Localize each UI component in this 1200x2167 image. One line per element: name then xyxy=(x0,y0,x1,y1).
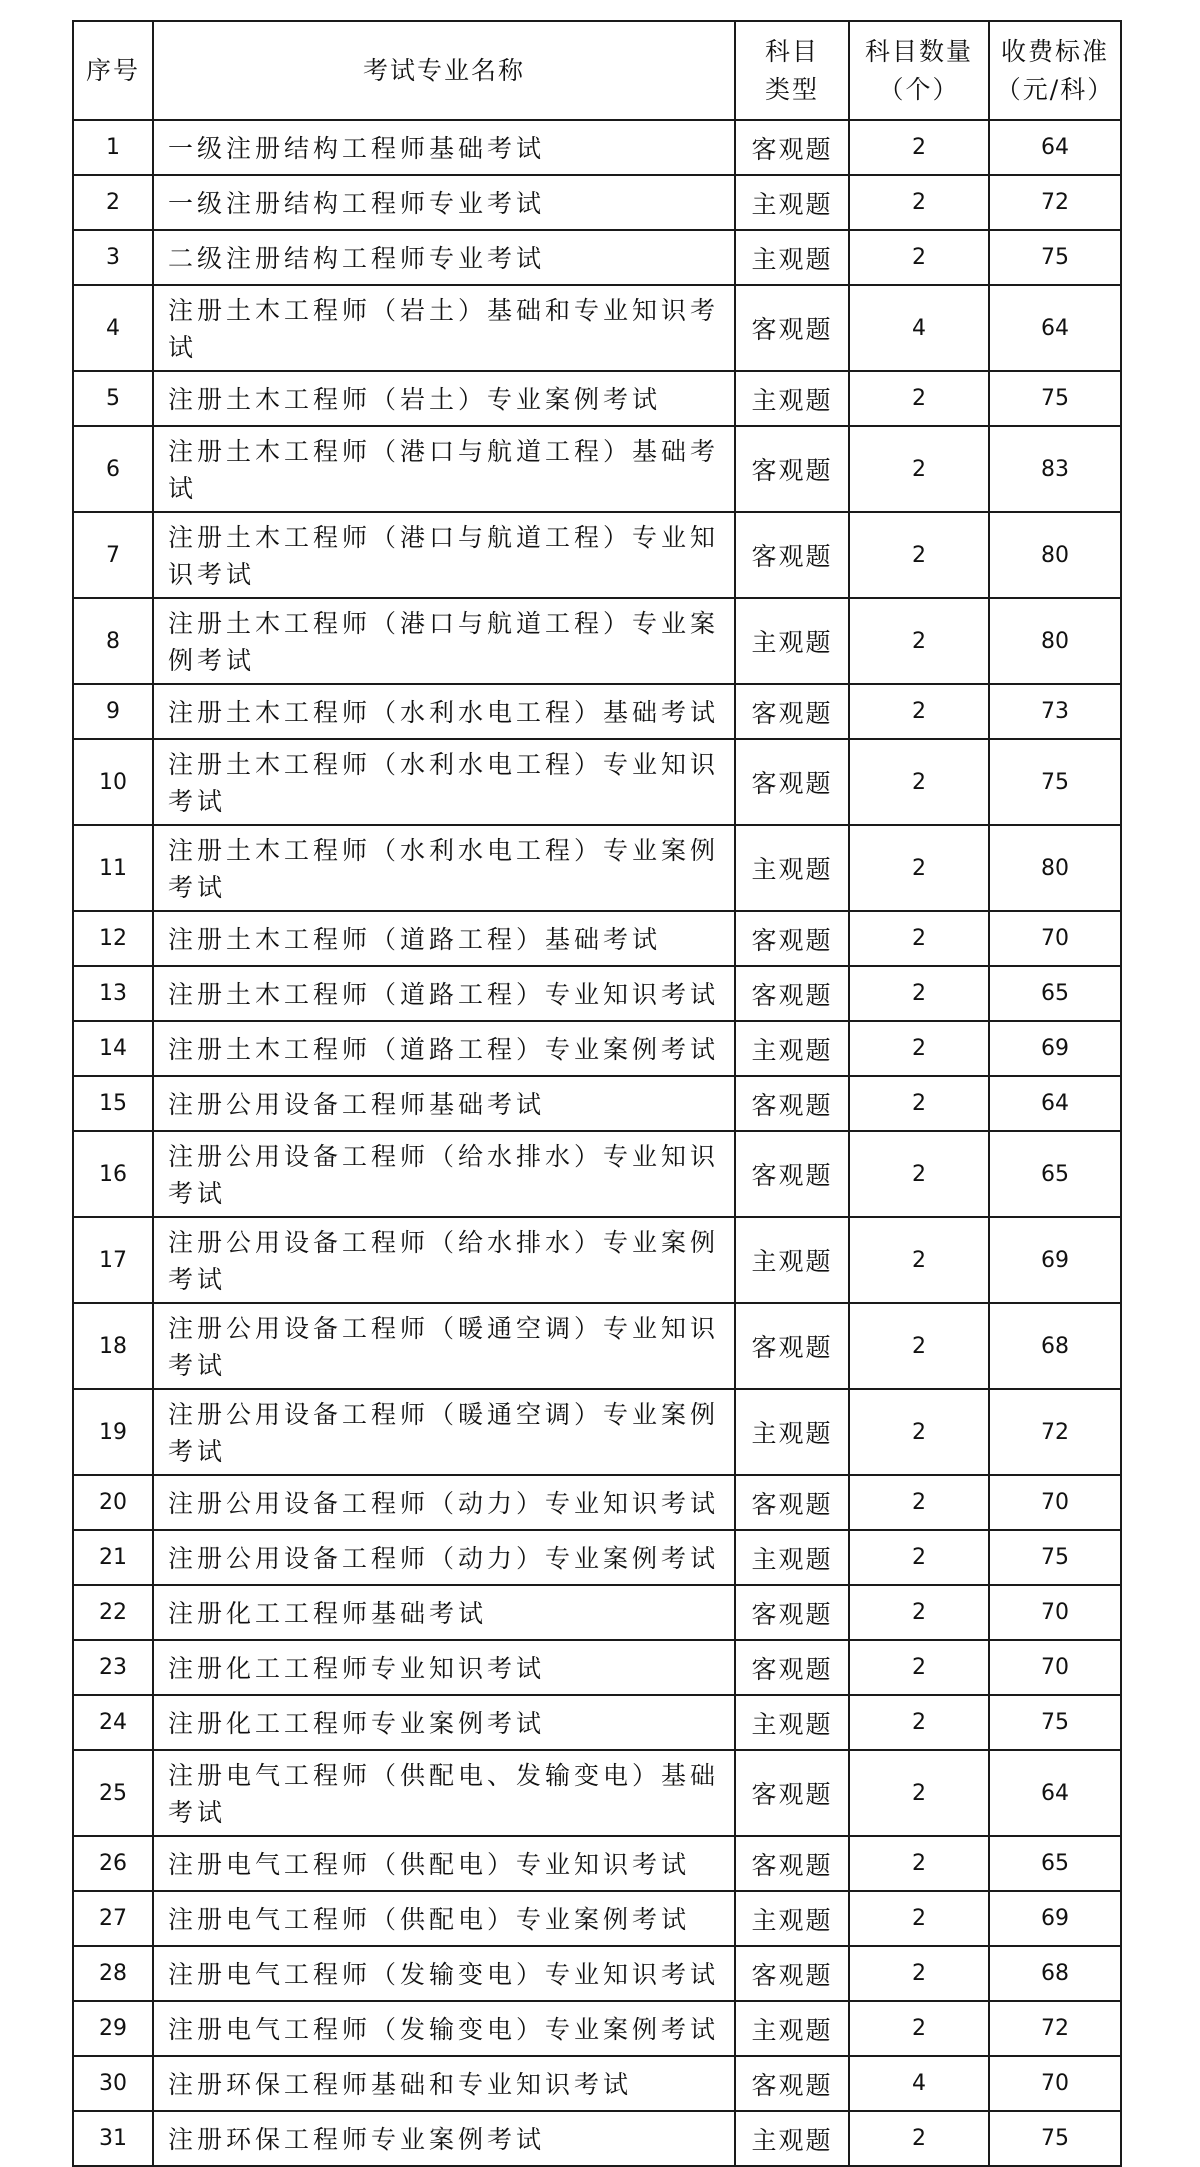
exam-name-cell: 注册公用设备工程师（给水排水）专业案例考试 xyxy=(153,1217,735,1303)
header-fee-standard-line1: 收费标准 xyxy=(1000,36,1109,66)
row-index-cell: 8 xyxy=(73,598,153,684)
row-index-cell: 3 xyxy=(73,230,153,285)
subject-count-cell: 2 xyxy=(849,1750,989,1836)
row-index-cell: 19 xyxy=(73,1389,153,1475)
exam-name-cell: 注册土木工程师（水利水电工程）专业案例考试 xyxy=(153,825,735,911)
exam-name-cell: 二级注册结构工程师专业考试 xyxy=(153,230,735,285)
subject-type-cell: 客观题 xyxy=(735,966,849,1021)
exam-name-cell: 注册环保工程师专业案例考试 xyxy=(153,2111,735,2166)
row-index-cell: 25 xyxy=(73,1750,153,1836)
table-header xyxy=(73,21,1121,120)
exam-name-cell: 注册土木工程师（港口与航道工程）专业知识考试 xyxy=(153,512,735,598)
row-index-cell: 17 xyxy=(73,1217,153,1303)
subject-count-cell: 2 xyxy=(849,1217,989,1303)
row-index-cell: 1 xyxy=(73,120,153,175)
subject-count-cell: 2 xyxy=(849,1836,989,1891)
subject-type-cell: 客观题 xyxy=(735,739,849,825)
fee-cell: 80 xyxy=(989,512,1121,598)
row-index-cell: 4 xyxy=(73,285,153,371)
row-index-cell: 2 xyxy=(73,175,153,230)
header-exam-name: 考试专业名称 xyxy=(153,21,735,120)
row-index-cell: 28 xyxy=(73,1946,153,2001)
subject-count-cell: 2 xyxy=(849,1585,989,1640)
header-subject-count xyxy=(849,21,989,120)
subject-type-cell: 客观题 xyxy=(735,1585,849,1640)
header-subject-type-line2: 类型 xyxy=(764,74,819,104)
table-row xyxy=(73,1946,1121,2001)
table-row xyxy=(73,684,1121,739)
exam-name-cell: 注册公用设备工程师（动力）专业案例考试 xyxy=(153,1530,735,1585)
table-row xyxy=(73,2111,1121,2166)
exam-name-cell: 注册土木工程师（岩土）专业案例考试 xyxy=(153,371,735,426)
subject-type-cell: 客观题 xyxy=(735,1131,849,1217)
subject-count-cell: 2 xyxy=(849,684,989,739)
fee-cell: 64 xyxy=(989,1750,1121,1836)
fee-cell: 73 xyxy=(989,684,1121,739)
table-row xyxy=(73,426,1121,512)
exam-name-cell: 一级注册结构工程师基础考试 xyxy=(153,120,735,175)
exam-name-cell: 一级注册结构工程师专业考试 xyxy=(153,175,735,230)
table-row xyxy=(73,1695,1121,1750)
subject-count-cell: 2 xyxy=(849,1891,989,1946)
table-row xyxy=(73,512,1121,598)
fee-cell: 70 xyxy=(989,1640,1121,1695)
row-index-cell: 22 xyxy=(73,1585,153,1640)
fee-cell: 80 xyxy=(989,598,1121,684)
document-page xyxy=(72,20,1120,2167)
fee-cell: 70 xyxy=(989,911,1121,966)
table-row xyxy=(73,2001,1121,2056)
subject-type-cell: 主观题 xyxy=(735,825,849,911)
subject-type-cell: 主观题 xyxy=(735,230,849,285)
subject-type-cell: 客观题 xyxy=(735,285,849,371)
subject-type-cell: 客观题 xyxy=(735,1640,849,1695)
subject-type-cell: 客观题 xyxy=(735,684,849,739)
subject-count-cell: 2 xyxy=(849,512,989,598)
exam-name-cell: 注册公用设备工程师（暖通空调）专业知识考试 xyxy=(153,1303,735,1389)
row-index-cell: 11 xyxy=(73,825,153,911)
header-subject-count-line2: （个） xyxy=(878,74,960,104)
exam-name-cell: 注册公用设备工程师（动力）专业知识考试 xyxy=(153,1475,735,1530)
fee-cell: 72 xyxy=(989,175,1121,230)
row-index-cell: 5 xyxy=(73,371,153,426)
fee-cell: 72 xyxy=(989,1389,1121,1475)
row-index-cell: 31 xyxy=(73,2111,153,2166)
exam-name-cell: 注册电气工程师（发输变电）专业案例考试 xyxy=(153,2001,735,2056)
table-row xyxy=(73,1303,1121,1389)
subject-type-cell: 客观题 xyxy=(735,1475,849,1530)
exam-name-cell: 注册土木工程师（岩土）基础和专业知识考试 xyxy=(153,285,735,371)
header-fee-standard-line2: （元/科） xyxy=(995,74,1115,104)
fee-cell: 72 xyxy=(989,2001,1121,2056)
table-row xyxy=(73,1750,1121,1836)
subject-type-cell: 主观题 xyxy=(735,2111,849,2166)
row-index-cell: 18 xyxy=(73,1303,153,1389)
fee-cell: 65 xyxy=(989,1836,1121,1891)
fee-cell: 65 xyxy=(989,966,1121,1021)
subject-count-cell: 2 xyxy=(849,426,989,512)
exam-name-cell: 注册化工工程师专业案例考试 xyxy=(153,1695,735,1750)
table-row xyxy=(73,230,1121,285)
header-fee-standard xyxy=(989,21,1121,120)
table-row xyxy=(73,1585,1121,1640)
subject-type-cell: 主观题 xyxy=(735,371,849,426)
subject-type-cell: 主观题 xyxy=(735,1021,849,1076)
exam-name-cell: 注册土木工程师（道路工程）专业案例考试 xyxy=(153,1021,735,1076)
row-index-cell: 24 xyxy=(73,1695,153,1750)
table-row xyxy=(73,825,1121,911)
row-index-cell: 15 xyxy=(73,1076,153,1131)
subject-count-cell: 2 xyxy=(849,1021,989,1076)
exam-name-cell: 注册公用设备工程师（给水排水）专业知识考试 xyxy=(153,1131,735,1217)
table-row xyxy=(73,2056,1121,2111)
table-row xyxy=(73,1021,1121,1076)
subject-type-cell: 主观题 xyxy=(735,1217,849,1303)
exam-name-cell: 注册土木工程师（水利水电工程）基础考试 xyxy=(153,684,735,739)
table-row xyxy=(73,966,1121,1021)
subject-type-cell: 客观题 xyxy=(735,1076,849,1131)
row-index-cell: 27 xyxy=(73,1891,153,1946)
row-index-cell: 9 xyxy=(73,684,153,739)
subject-type-cell: 客观题 xyxy=(735,426,849,512)
table-row xyxy=(73,1076,1121,1131)
subject-count-cell: 2 xyxy=(849,2111,989,2166)
exam-name-cell: 注册电气工程师（发输变电）专业知识考试 xyxy=(153,1946,735,2001)
table-row xyxy=(73,120,1121,175)
header-subject-count-line1: 科目数量 xyxy=(864,36,973,66)
header-row xyxy=(73,21,1121,120)
subject-count-cell: 2 xyxy=(849,371,989,426)
subject-count-cell: 2 xyxy=(849,911,989,966)
table-row xyxy=(73,285,1121,371)
table-row xyxy=(73,1475,1121,1530)
header-index: 序号 xyxy=(73,21,153,120)
fee-cell: 69 xyxy=(989,1891,1121,1946)
exam-name-cell: 注册电气工程师（供配电）专业知识考试 xyxy=(153,1836,735,1891)
exam-name-cell: 注册电气工程师（供配电）专业案例考试 xyxy=(153,1891,735,1946)
subject-count-cell: 2 xyxy=(849,1530,989,1585)
row-index-cell: 23 xyxy=(73,1640,153,1695)
exam-name-cell: 注册土木工程师（道路工程）专业知识考试 xyxy=(153,966,735,1021)
row-index-cell: 13 xyxy=(73,966,153,1021)
fee-cell: 65 xyxy=(989,1131,1121,1217)
fee-cell: 64 xyxy=(989,120,1121,175)
fee-cell: 68 xyxy=(989,1303,1121,1389)
header-subject-type-line1: 科目 xyxy=(764,36,819,66)
exam-name-cell: 注册化工工程师专业知识考试 xyxy=(153,1640,735,1695)
fee-cell: 80 xyxy=(989,825,1121,911)
subject-type-cell: 客观题 xyxy=(735,1750,849,1836)
subject-type-cell: 客观题 xyxy=(735,512,849,598)
subject-count-cell: 2 xyxy=(849,1131,989,1217)
row-index-cell: 30 xyxy=(73,2056,153,2111)
exam-name-cell: 注册公用设备工程师（暖通空调）专业案例考试 xyxy=(153,1389,735,1475)
subject-count-cell: 2 xyxy=(849,739,989,825)
subject-count-cell: 2 xyxy=(849,598,989,684)
fee-cell: 75 xyxy=(989,230,1121,285)
subject-count-cell: 4 xyxy=(849,2056,989,2111)
fee-cell: 75 xyxy=(989,1530,1121,1585)
subject-type-cell: 客观题 xyxy=(735,2056,849,2111)
subject-count-cell: 2 xyxy=(849,1076,989,1131)
table-row xyxy=(73,1389,1121,1475)
subject-count-cell: 2 xyxy=(849,1640,989,1695)
fee-cell: 68 xyxy=(989,1946,1121,2001)
row-index-cell: 6 xyxy=(73,426,153,512)
subject-type-cell: 主观题 xyxy=(735,598,849,684)
subject-count-cell: 2 xyxy=(849,1389,989,1475)
fee-cell: 75 xyxy=(989,371,1121,426)
subject-type-cell: 主观题 xyxy=(735,2001,849,2056)
table-body xyxy=(73,120,1121,2166)
fee-cell: 70 xyxy=(989,1475,1121,1530)
fee-cell: 64 xyxy=(989,1076,1121,1131)
exam-name-cell: 注册土木工程师（港口与航道工程）基础考试 xyxy=(153,426,735,512)
subject-count-cell: 2 xyxy=(849,1946,989,2001)
row-index-cell: 10 xyxy=(73,739,153,825)
table-row xyxy=(73,739,1121,825)
exam-name-cell: 注册公用设备工程师基础考试 xyxy=(153,1076,735,1131)
fee-cell: 64 xyxy=(989,285,1121,371)
subject-count-cell: 2 xyxy=(849,1695,989,1750)
row-index-cell: 21 xyxy=(73,1530,153,1585)
table-row xyxy=(73,175,1121,230)
subject-count-cell: 2 xyxy=(849,825,989,911)
subject-count-cell: 2 xyxy=(849,1303,989,1389)
table-row xyxy=(73,1891,1121,1946)
subject-type-cell: 客观题 xyxy=(735,1303,849,1389)
row-index-cell: 16 xyxy=(73,1131,153,1217)
row-index-cell: 26 xyxy=(73,1836,153,1891)
table-row xyxy=(73,1836,1121,1891)
subject-type-cell: 客观题 xyxy=(735,120,849,175)
exam-name-cell: 注册环保工程师基础和专业知识考试 xyxy=(153,2056,735,2111)
subject-type-cell: 客观题 xyxy=(735,1946,849,2001)
subject-type-cell: 客观题 xyxy=(735,1836,849,1891)
subject-count-cell: 4 xyxy=(849,285,989,371)
fee-cell: 75 xyxy=(989,2111,1121,2166)
subject-type-cell: 主观题 xyxy=(735,1891,849,1946)
table-row xyxy=(73,1640,1121,1695)
subject-type-cell: 主观题 xyxy=(735,1530,849,1585)
subject-count-cell: 2 xyxy=(849,1475,989,1530)
fee-cell: 70 xyxy=(989,1585,1121,1640)
exam-name-cell: 注册化工工程师基础考试 xyxy=(153,1585,735,1640)
subject-type-cell: 主观题 xyxy=(735,1389,849,1475)
fee-cell: 75 xyxy=(989,1695,1121,1750)
fee-cell: 69 xyxy=(989,1021,1121,1076)
subject-type-cell: 主观题 xyxy=(735,175,849,230)
exam-name-cell: 注册土木工程师（道路工程）基础考试 xyxy=(153,911,735,966)
table-row xyxy=(73,598,1121,684)
header-subject-type xyxy=(735,21,849,120)
fee-cell: 75 xyxy=(989,739,1121,825)
table-row xyxy=(73,911,1121,966)
table-row xyxy=(73,1131,1121,1217)
subject-count-cell: 2 xyxy=(849,120,989,175)
table-row xyxy=(73,1530,1121,1585)
fee-cell: 69 xyxy=(989,1217,1121,1303)
subject-type-cell: 客观题 xyxy=(735,911,849,966)
exam-fee-table xyxy=(72,20,1122,2167)
subject-count-cell: 2 xyxy=(849,230,989,285)
fee-cell: 83 xyxy=(989,426,1121,512)
row-index-cell: 20 xyxy=(73,1475,153,1530)
subject-count-cell: 2 xyxy=(849,966,989,1021)
subject-count-cell: 2 xyxy=(849,2001,989,2056)
table-row xyxy=(73,1217,1121,1303)
subject-type-cell: 主观题 xyxy=(735,1695,849,1750)
subject-count-cell: 2 xyxy=(849,175,989,230)
exam-name-cell: 注册土木工程师（水利水电工程）专业知识考试 xyxy=(153,739,735,825)
table-row xyxy=(73,371,1121,426)
exam-name-cell: 注册土木工程师（港口与航道工程）专业案例考试 xyxy=(153,598,735,684)
row-index-cell: 29 xyxy=(73,2001,153,2056)
fee-cell: 70 xyxy=(989,2056,1121,2111)
row-index-cell: 14 xyxy=(73,1021,153,1076)
row-index-cell: 7 xyxy=(73,512,153,598)
row-index-cell: 12 xyxy=(73,911,153,966)
exam-name-cell: 注册电气工程师（供配电、发输变电）基础考试 xyxy=(153,1750,735,1836)
